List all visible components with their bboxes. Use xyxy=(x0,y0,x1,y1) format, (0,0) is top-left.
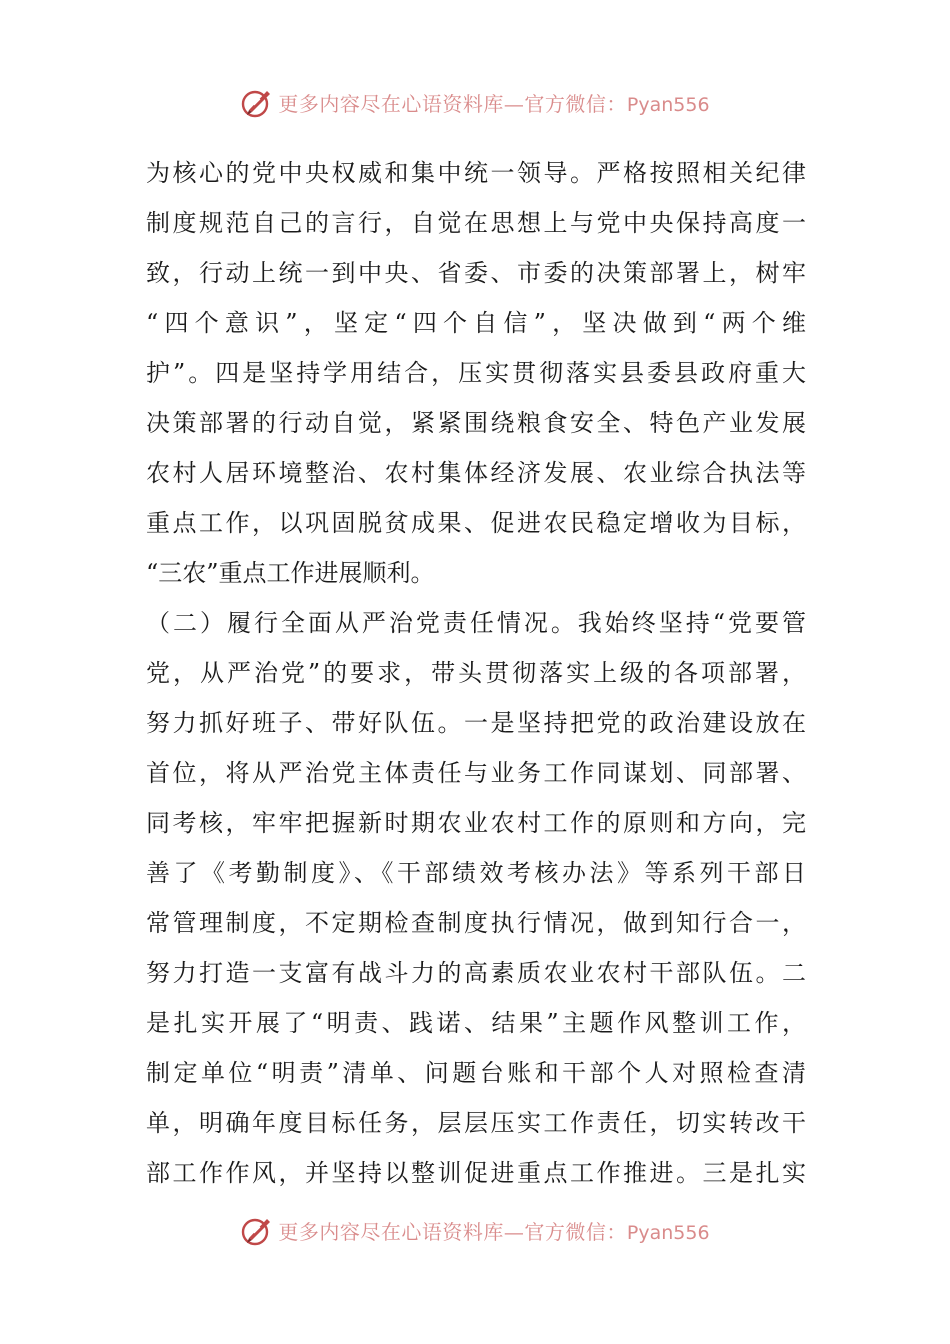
body-line: 是扎实开展了“明责、践诺、结果”主题作风整训工作， xyxy=(146,1009,806,1037)
body-line: 部工作作风，并坚持以整训促进重点工作推进。三是扎实 xyxy=(146,1159,806,1187)
body-line: 善了《考勤制度》、《干部绩效考核办法》等系列干部日 xyxy=(146,859,806,887)
header-watermark-banner xyxy=(0,80,950,124)
body-line: 致，行动上统一到中央、省委、市委的决策部署上，树牢 xyxy=(146,259,806,287)
body-line: 护”。四是坚持学用结合，压实贯彻落实县委县政府重大 xyxy=(146,359,806,387)
watermark-text: 更多内容尽在心语资料库—官方微信：Pyan556 xyxy=(278,91,710,116)
document-body xyxy=(146,148,806,1198)
body-line: 决策部署的行动自觉，紧紧围绕粮食安全、特色产业发展 xyxy=(146,409,806,437)
footer-watermark-banner xyxy=(0,1208,950,1252)
body-line: 党，从严治党”的要求，带头贯彻落实上级的各项部署， xyxy=(146,659,806,687)
wechat-id: Pyan556 xyxy=(626,1221,710,1244)
body-line: 单，明确年度目标任务，层层压实工作责任，切实转改干 xyxy=(146,1109,806,1137)
body-line: 常管理制度，不定期检查制度执行情况，做到知行合一， xyxy=(146,909,806,937)
body-line: 重点工作，以巩固脱贫成果、促进农民稳定增收为目标， xyxy=(146,509,806,537)
body-line: 制度规范自己的言行，自觉在思想上与党中央保持高度一 xyxy=(146,209,806,237)
body-line: “四个意识”，坚定“四个自信”，坚决做到“两个维 xyxy=(146,309,806,337)
body-line: 同考核，牢牢把握新时期农业农村工作的原则和方向，完 xyxy=(146,809,806,837)
body-line: 首位，将从严治党主体责任与业务工作同谋划、同部署、 xyxy=(146,759,806,787)
body-line: 努力抓好班子、带好队伍。一是坚持把党的政治建设放在 xyxy=(146,709,806,737)
quill-pen-logo-icon xyxy=(240,85,274,119)
body-line: “三农”重点工作进展顺利。 xyxy=(146,559,435,587)
body-line: 为核心的党中央权威和集中统一领导。严格按照相关纪律 xyxy=(146,159,806,187)
body-line: （二）履行全面从严治党责任情况。我始终坚持“党要管 xyxy=(146,609,806,637)
body-line: 农村人居环境整治、农村集体经济发展、农业综合执法等 xyxy=(146,459,806,487)
body-line: 努力打造一支富有战斗力的高素质农业农村干部队伍。二 xyxy=(146,959,806,987)
quill-pen-logo-icon xyxy=(240,1213,274,1247)
wechat-id: Pyan556 xyxy=(626,93,710,116)
watermark-text: 更多内容尽在心语资料库—官方微信：Pyan556 xyxy=(278,1219,710,1244)
body-line: 制定单位“明责”清单、问题台账和干部个人对照检查清 xyxy=(146,1059,806,1087)
